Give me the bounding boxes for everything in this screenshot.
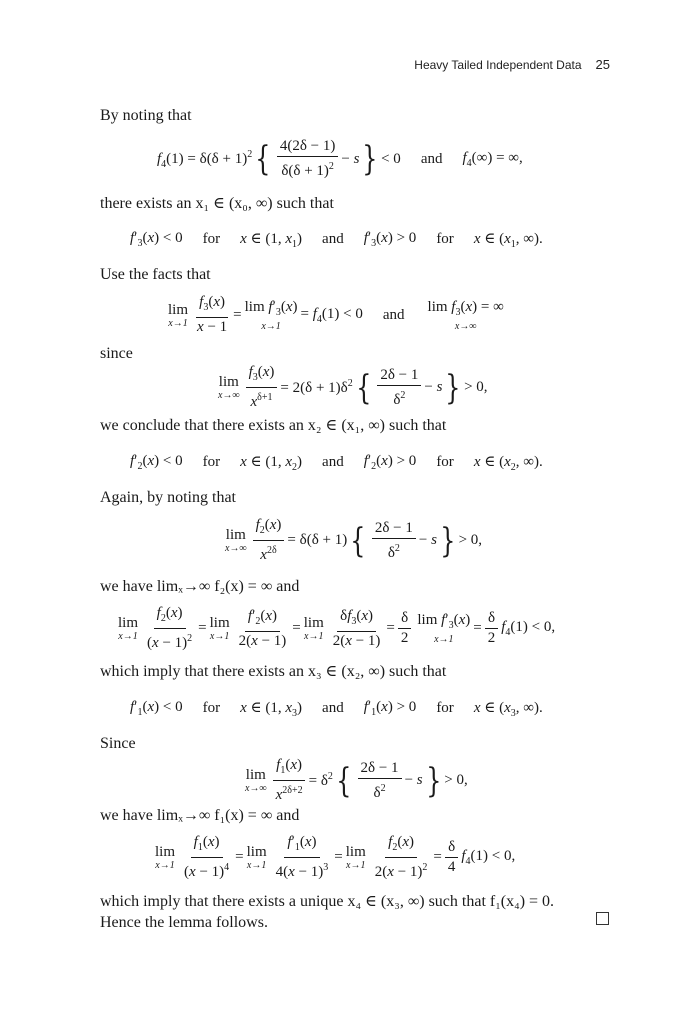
paragraph-exists-x1: there exists an x₁ ∈ (x₀, ∞) such that — [100, 195, 334, 212]
qed-square-icon — [596, 912, 609, 925]
equation-f1-prime-sign: $f'_1(x) < 0$ for x ∈ (1, $x_3$) and $f'_1(x) > 0$ for x ∈ ($x_3$, ∞). — [130, 699, 543, 719]
paragraph-since-2: Since — [100, 735, 136, 752]
paragraph-lim-f1: we have limₓ→∞ f₁(x) = ∞ and — [100, 807, 300, 824]
word-for: for — [202, 700, 221, 716]
equation-f3-prime-sign: $f'_3(x) < 0$ for x ∈ (1, $x_1$) and $f'_3(x) > 0$ for x ∈ ($x_1$, ∞). — [130, 230, 543, 250]
running-title: Heavy Tailed Independent Data — [414, 58, 582, 72]
equation-limit-f3-infinity: lim x→∞ $\frac{f_3(x)}{x^{\delta+1}}$ = $2(\delta + 1)\delta^2$ { $\frac{2\delta - 1}{\delta^2}$ − s } > 0, — [218, 364, 488, 410]
paragraph-since: since — [100, 345, 133, 362]
equation-chain-f1: lim x→1 $\frac{f_1(x)}{(x - 1)^4}$ = lim x→1 $\frac{f'_1(x)}{4(x - 1)^3}$ = lim x→1 $\frac{f_2(x)}{2(x - 1)^2}$ = $\frac{\delta}{4}$ $f_4(1) < 0$, — [155, 834, 516, 880]
page-number: 25 — [595, 57, 610, 72]
equation-f2-prime-sign: $f'_2(x) < 0$ for x ∈ (1, $x_2$) and $f'_2(x) > 0$ for x ∈ ($x_2$, ∞). — [130, 453, 543, 473]
equation-chain-f2: lim x→1 $\frac{f_2(x)}{(x - 1)^2}$ = lim x→1 $\frac{f'_2(x)}{2(x - 1)}$ = lim x→1 $\frac{\delta f_3(x)}{2(x - 1)}$ = $\frac{\delta}{2}$ $\lim f'_3(x)$ x→1 = $\frac{\delta}{2}$ $f_4(1) < 0$, — [118, 605, 556, 651]
paragraph-by-noting: By noting that — [100, 107, 192, 124]
word-for: for — [202, 231, 221, 247]
word-and: and — [322, 700, 344, 716]
equation-limits-f3: lim x→1 $\frac{f_3(x)}{x - 1}$ = $\lim f'_3(x)$ x→1 = $f_4(1) < 0$ and $\lim f_3(x)$ = ∞ x→∞ — [168, 294, 504, 335]
word-and: and — [382, 306, 405, 323]
equation-limit-f2-infinity: lim x→∞ $\frac{f_2(x)}{x^{2\delta}}$ = δ(δ + 1) { $\frac{2\delta - 1}{\delta^2}$ − s } > 0, — [225, 517, 483, 563]
word-for: for — [436, 231, 454, 247]
paragraph-unique-x4: which imply that there exists a unique x₄ ∈ (x₃, ∞) such that f₁(x₄) = 0. — [100, 893, 555, 910]
equation-f4-values: $f_4(1) = \delta(\delta + 1)^2$ { $\frac{4(2\delta - 1)}{\delta(\delta + 1)^2}$ − s } < 0 and $f_4(\infty)$ = ∞, — [157, 138, 523, 179]
paragraph-conclude-x2: we conclude that there exists an x₂ ∈ (x₁, ∞) such that — [100, 417, 447, 434]
running-header — [414, 57, 610, 72]
word-for: for — [202, 454, 221, 470]
word-for: for — [436, 454, 454, 470]
word-for: for — [436, 700, 454, 716]
paragraph-lim-f2: we have limₓ→∞ f₂(x) = ∞ and — [100, 578, 300, 595]
paragraph-again: Again, by noting that — [100, 489, 236, 506]
paragraph-use-facts: Use the facts that — [100, 266, 211, 283]
word-and: and — [322, 454, 344, 470]
paragraph-lemma-follows: Hence the lemma follows. — [100, 914, 268, 931]
word-and: and — [322, 231, 344, 247]
word-and: and — [420, 150, 443, 167]
paragraph-exists-x3: which imply that there exists an x₃ ∈ (x₂, ∞) such that — [100, 663, 447, 680]
equation-limit-f1-infinity: lim x→∞ $\frac{f_1(x)}{x^{2\delta+2}}$ = $\delta^2$ { $\frac{2\delta - 1}{\delta^2}$ − s } > 0, — [245, 757, 468, 803]
